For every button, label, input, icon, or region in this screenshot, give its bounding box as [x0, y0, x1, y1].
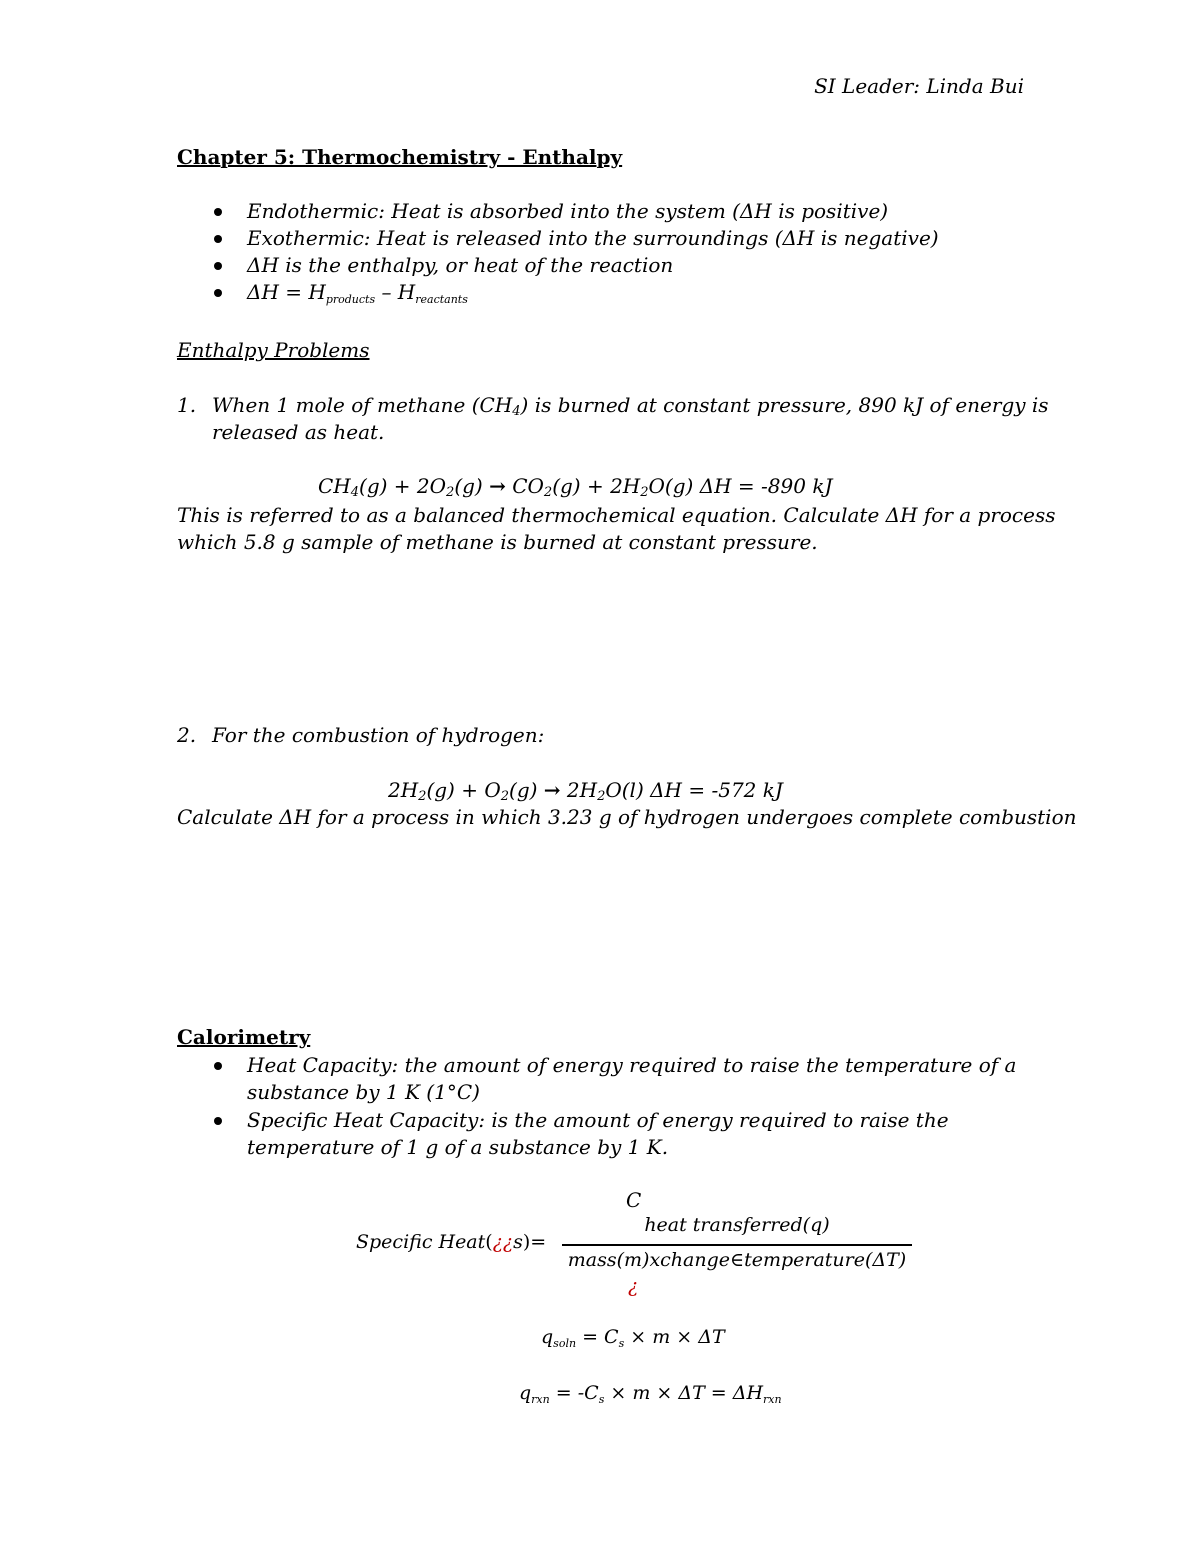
problem2-equation: $2H_2(g) + O_2(g) \to 2H_2O(l) \Delta H = -572$ kJ	[388, 778, 783, 804]
delta-h-definition: $\Delta H = H_{products} - H_{reactants}$	[247, 280, 468, 306]
definition-item: ΔH is the enthalpy, or heat of the reaction	[247, 253, 674, 277]
arrow-icon: →	[543, 778, 561, 802]
problems-heading: Enthalpy Problems	[177, 338, 370, 362]
definition-item: Exothermic: Heat is released into the surroundings (ΔH is negative)	[247, 226, 939, 250]
formula-bottom-glyph: ¿	[628, 1275, 639, 1297]
bullet-icon	[214, 289, 222, 297]
calorimetry-item-1-line2: substance by 1 K (1°C)	[247, 1080, 480, 1104]
problem1-line2: released as heat.	[212, 420, 385, 444]
formula-lhs: Specific Heat(¿¿s)=	[356, 1231, 547, 1253]
formula-top-c: C	[626, 1188, 642, 1212]
bullet-icon	[214, 1117, 222, 1125]
problem1-text2: which 5.8 g sample of methane is burned at constant pressure.	[177, 530, 818, 554]
fraction-bar	[562, 1244, 912, 1246]
problem1-number: 1.	[177, 393, 197, 417]
problem2-number: 2.	[177, 723, 197, 747]
problem1-equation: $CH_4(g) + 2O_2(g) \to CO_2(g) + 2H_2O(g) \Delta H = -890$ kJ	[318, 474, 833, 500]
problem2-text: Calculate ΔH for a process in which 3.23 g of hydrogen undergoes complete combustion	[177, 805, 1077, 829]
calorimetry-heading: Calorimetry	[177, 1025, 311, 1049]
calorimetry-item-1-line1: Heat Capacity: the amount of energy required to raise the temperature of a	[247, 1053, 1017, 1077]
si-leader-header: SI Leader: Linda Bui	[814, 74, 1024, 98]
arrow-icon: →	[489, 474, 506, 498]
q-rxn-equation: $q_{rxn} = -C_s \times m \times \Delta T = \Delta H_{rxn}$	[519, 1382, 782, 1406]
q-soln-equation: $q_{soln} = C_s \times m \times \Delta T$	[541, 1326, 725, 1350]
problem1-line1: When 1 mole of methane $(CH_4)$ is burned at constant pressure, 890 kJ of energy is	[212, 393, 1049, 419]
formula-denominator: mass(m)xchange∈temperature(ΔT)	[567, 1249, 907, 1271]
bullet-icon	[214, 1062, 222, 1070]
problem2-line1: For the combustion of hydrogen:	[212, 723, 545, 747]
definition-item: Endothermic: Heat is absorbed into the system (ΔH is positive)	[247, 199, 889, 223]
chapter-title: Chapter 5: Thermochemistry - Enthalpy	[177, 145, 623, 169]
formula-numerator: heat transferred(q)	[644, 1214, 830, 1236]
calorimetry-item-2-line2: temperature of 1 g of a substance by 1 K.	[247, 1135, 669, 1159]
bullet-icon	[214, 235, 222, 243]
bullet-icon	[214, 262, 222, 270]
bullet-icon	[214, 208, 222, 216]
problem1-text1: This is referred to as a balanced thermochemical equation. Calculate ΔH for a process	[177, 503, 1056, 527]
calorimetry-item-2-line1: Specific Heat Capacity: is the amount of energy required to raise the	[247, 1108, 949, 1132]
